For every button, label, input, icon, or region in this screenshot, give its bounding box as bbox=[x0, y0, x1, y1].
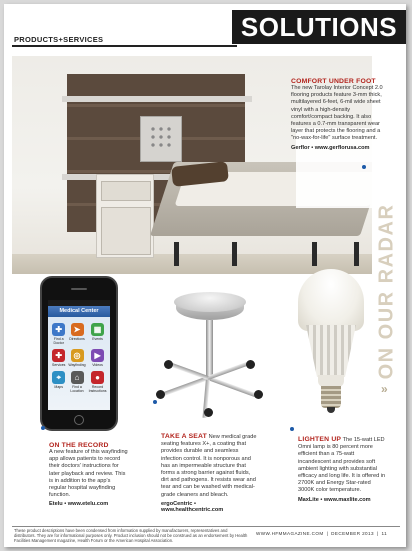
callout-marker-dot bbox=[362, 165, 366, 169]
callout-credit: Etelu • www.etelu.com bbox=[49, 501, 109, 508]
app-icon-label: Record Instructions bbox=[88, 385, 107, 393]
stool-base-arm bbox=[207, 361, 250, 380]
app-icon-label: Events bbox=[92, 337, 103, 341]
stool-base-arm bbox=[207, 376, 257, 398]
app-icon-label: Videos bbox=[92, 363, 103, 367]
caster-wheel bbox=[254, 390, 263, 399]
app-icon-label: Maps bbox=[54, 385, 63, 389]
app-icon-item[interactable] bbox=[68, 323, 85, 345]
callout-body-text: New medical grade seating features X+, a coating that provides durable and seamless infection control. It is nonporous and has an impermeable structure that forms a strong barrier against fluids, dirt and pathogens. It resists wear and tear and can be washed with medical-grade cleaners and bleach. bbox=[161, 434, 257, 498]
section-label: PRODUCTS+SERVICES bbox=[14, 35, 104, 44]
callout-body: A new feature of this wayfinding app allows patients to record their doctors' instructions for later playback and review. This is in addition to the app's regular hospital wayfinding function. bbox=[49, 449, 128, 499]
header-rule bbox=[12, 45, 237, 47]
callout-title: LIGHTEN UP bbox=[298, 436, 342, 443]
app-icon-item[interactable] bbox=[52, 349, 65, 367]
callout-lamp bbox=[298, 436, 388, 503]
callout-body bbox=[298, 436, 388, 495]
app-icon: ● bbox=[91, 371, 104, 384]
medical-stool-image bbox=[150, 272, 268, 422]
app-icon-item[interactable] bbox=[52, 371, 65, 393]
wall-control-panel bbox=[140, 116, 182, 162]
footer-rule bbox=[12, 526, 400, 527]
app-icon-item[interactable] bbox=[89, 371, 107, 393]
callout-title: TAKE A SEAT bbox=[161, 433, 208, 440]
callout-body bbox=[161, 433, 259, 499]
nightstand bbox=[96, 174, 154, 258]
stool-stem bbox=[206, 320, 213, 376]
app-icon-item[interactable] bbox=[68, 371, 85, 393]
callout-seat bbox=[161, 433, 259, 513]
lamp-globe bbox=[298, 269, 364, 331]
phone-screen bbox=[48, 300, 110, 410]
wall-rail bbox=[62, 96, 252, 102]
callout-record bbox=[49, 442, 129, 507]
app-icon-item[interactable] bbox=[52, 323, 65, 345]
callout-marker-dot bbox=[41, 426, 45, 430]
page-title: SOLUTIONS bbox=[240, 11, 398, 42]
lamp-screw-base bbox=[321, 386, 341, 408]
title-banner bbox=[232, 10, 406, 44]
app-icon: ➤ bbox=[71, 323, 84, 336]
lamp-heat-sink bbox=[306, 325, 356, 377]
caster-wheel bbox=[156, 390, 165, 399]
double-chevron-icon: » bbox=[381, 382, 388, 396]
app-icon-label: Services bbox=[52, 363, 66, 367]
app-icon-item[interactable] bbox=[89, 349, 107, 367]
led-lamp-image bbox=[294, 269, 369, 429]
footer-disclaimer: These product descriptions have been condensed from information supplied by manufacturers, representatives and distributors. They are for informational purposes only. Product inclusion should not be construed as an endorsement by Health Facilities Management magazine, Health Forum or the American Hospital Association. bbox=[14, 528, 248, 544]
footer-site-link[interactable]: WWW.HFMMAGAZINE.COM bbox=[256, 531, 324, 536]
app-icon: ▦ bbox=[91, 323, 104, 336]
stool-seat bbox=[174, 292, 246, 312]
callout-flooring bbox=[291, 78, 383, 151]
app-icon-item[interactable] bbox=[68, 349, 85, 367]
app-title: Medical Center bbox=[48, 306, 110, 317]
caster-wheel bbox=[246, 360, 255, 369]
phone-speaker bbox=[71, 288, 87, 290]
app-icon: ⌖ bbox=[52, 371, 65, 384]
callout-body-text: The 15-watt LED Omni lamp is 80 percent more efficient than a 75-watt incandescent and provides soft ambient lighting with substantial efficacy and long life. It is offered in 2700K and Energy Star-rated 3000K color temperature. bbox=[298, 437, 386, 494]
side-banner bbox=[376, 189, 398, 394]
app-icon-grid bbox=[48, 317, 110, 399]
stool-base-arm bbox=[158, 376, 208, 398]
app-icon: ◎ bbox=[71, 349, 84, 362]
magazine-page bbox=[4, 4, 406, 547]
callout-credit: ergoCentric • www.healthcentric.com bbox=[161, 500, 224, 513]
page-header bbox=[4, 4, 406, 48]
app-icon-label: Find a Location bbox=[70, 385, 84, 393]
callout-marker-dot bbox=[153, 400, 157, 404]
callout-credit: Gerflor • www.gerflorusa.com bbox=[291, 144, 370, 151]
side-banner-text: ON OUR RADAR bbox=[375, 203, 398, 380]
smartphone-image bbox=[40, 276, 118, 431]
page-number: 11 bbox=[381, 531, 388, 536]
home-button-icon bbox=[74, 415, 84, 425]
callout-credit: MaxLite • www.maxlite.com bbox=[298, 496, 371, 503]
app-icon-item[interactable] bbox=[89, 323, 107, 345]
app-icon: ✚ bbox=[52, 323, 65, 336]
footer-issue: DECEMBER 2013 bbox=[331, 531, 374, 536]
callout-title: ON THE RECORD bbox=[49, 442, 109, 449]
app-icon-label: Directions bbox=[69, 337, 85, 341]
app-icon: ✚ bbox=[52, 349, 65, 362]
callout-marker-dot bbox=[290, 427, 294, 431]
callout-title: COMFORT UNDER FOOT bbox=[291, 78, 376, 85]
footer-info: WWW.HFMMAGAZINE.COM | DECEMBER 2013 | 11 bbox=[256, 531, 388, 536]
app-icon: ⌂ bbox=[71, 371, 84, 384]
app-icon: ▶ bbox=[91, 349, 104, 362]
lamp-contact-tip bbox=[327, 407, 335, 413]
bed-legs bbox=[162, 236, 362, 266]
caster-wheel bbox=[164, 360, 173, 369]
callout-body: The new Tarolay Interior Concept 2.0 flooring products feature 3-mm thick, multilayered 6-feet, 6-mil wide sheet vinyl with a high-density comfort/compact backing. It also features a 0.7-mm transparent wear layer that protects the flooring and a "no-wax-for-life" surface treatment. bbox=[291, 85, 383, 142]
caster-wheel bbox=[204, 408, 213, 417]
app-icon-label: Wayfinding bbox=[68, 363, 86, 367]
app-icon-label: Find a Doctor bbox=[53, 337, 64, 345]
